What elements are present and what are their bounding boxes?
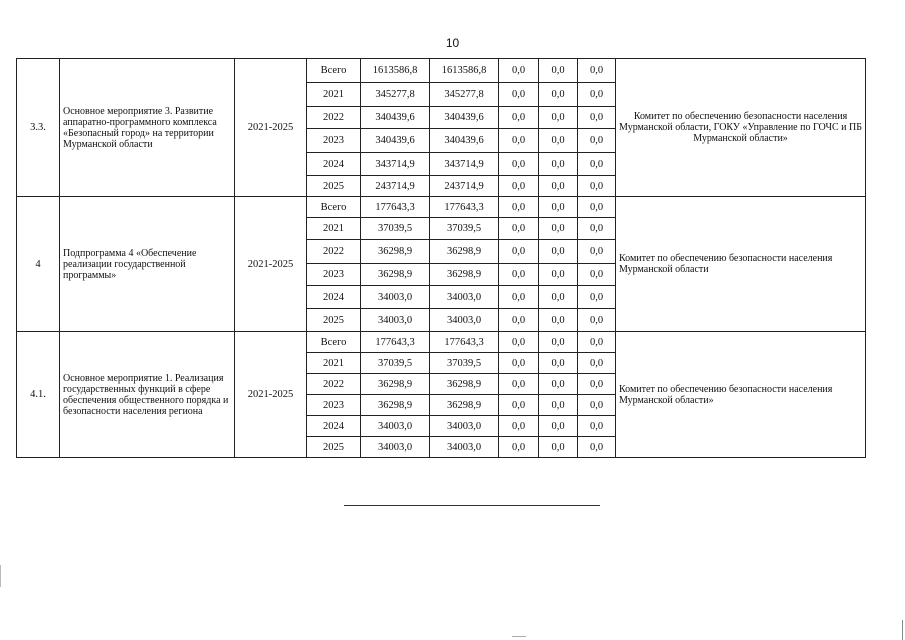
other-sources-cell: 0,0 [578,240,616,264]
local-budget-cell: 0,0 [539,197,578,218]
row-period: 2021-2025 [235,332,307,458]
other-sources-cell: 0,0 [578,218,616,240]
local-budget-cell: 0,0 [539,286,578,309]
row-number: 4 [17,197,60,332]
regional-budget-cell: 37039,5 [430,353,499,374]
local-budget-cell: 0,0 [539,264,578,286]
local-budget-cell: 0,0 [539,153,578,176]
local-budget-cell: 0,0 [539,129,578,153]
total-value-cell: 34003,0 [361,286,430,309]
other-sources-cell: 0,0 [578,59,616,83]
regional-budget-cell: 34003,0 [430,286,499,309]
year-cell: 2022 [307,107,361,129]
year-cell: Всего [307,59,361,83]
other-sources-cell: 0,0 [578,153,616,176]
regional-budget-cell: 36298,9 [430,264,499,286]
year-cell: 2023 [307,264,361,286]
federal-budget-cell: 0,0 [499,309,539,332]
total-value-cell: 36298,9 [361,240,430,264]
local-budget-cell: 0,0 [539,83,578,107]
other-sources-cell: 0,0 [578,309,616,332]
federal-budget-cell: 0,0 [499,59,539,83]
other-sources-cell: 0,0 [578,129,616,153]
total-value-cell: 1613586,8 [361,59,430,83]
year-cell: 2021 [307,218,361,240]
federal-budget-cell: 0,0 [499,395,539,416]
year-cell: 2024 [307,416,361,437]
year-cell: 2021 [307,353,361,374]
local-budget-cell: 0,0 [539,240,578,264]
local-budget-cell: 0,0 [539,437,578,458]
year-cell: 2021 [307,83,361,107]
total-value-cell: 177643,3 [361,332,430,353]
total-value-cell: 345277,8 [361,83,430,107]
total-value-cell: 36298,9 [361,264,430,286]
federal-budget-cell: 0,0 [499,353,539,374]
regional-budget-cell: 36298,9 [430,374,499,395]
local-budget-cell: 0,0 [539,59,578,83]
other-sources-cell: 0,0 [578,176,616,197]
regional-budget-cell: 36298,9 [430,395,499,416]
local-budget-cell: 0,0 [539,395,578,416]
scan-edge-mark [512,636,526,637]
regional-budget-cell: 340439,6 [430,107,499,129]
year-cell: 2025 [307,176,361,197]
regional-budget-cell: 34003,0 [430,309,499,332]
total-value-cell: 243714,9 [361,176,430,197]
federal-budget-cell: 0,0 [499,83,539,107]
local-budget-cell: 0,0 [539,416,578,437]
year-cell: 2024 [307,286,361,309]
regional-budget-cell: 36298,9 [430,240,499,264]
total-value-cell: 37039,5 [361,218,430,240]
local-budget-cell: 0,0 [539,374,578,395]
local-budget-cell: 0,0 [539,353,578,374]
regional-budget-cell: 34003,0 [430,416,499,437]
local-budget-cell: 0,0 [539,309,578,332]
regional-budget-cell: 340439,6 [430,129,499,153]
year-cell: 2022 [307,240,361,264]
total-value-cell: 177643,3 [361,197,430,218]
federal-budget-cell: 0,0 [499,332,539,353]
program-table [16,58,866,458]
other-sources-cell: 0,0 [578,437,616,458]
table-row [17,59,866,83]
local-budget-cell: 0,0 [539,332,578,353]
table-row [17,197,866,218]
table-row [17,332,866,353]
local-budget-cell: 0,0 [539,107,578,129]
local-budget-cell: 0,0 [539,176,578,197]
regional-budget-cell: 177643,3 [430,197,499,218]
federal-budget-cell: 0,0 [499,374,539,395]
federal-budget-cell: 0,0 [499,240,539,264]
total-value-cell: 34003,0 [361,416,430,437]
federal-budget-cell: 0,0 [499,416,539,437]
federal-budget-cell: 0,0 [499,264,539,286]
other-sources-cell: 0,0 [578,416,616,437]
other-sources-cell: 0,0 [578,83,616,107]
year-cell: Всего [307,332,361,353]
scan-edge-mark [902,620,903,640]
local-budget-cell: 0,0 [539,218,578,240]
regional-budget-cell: 343714,9 [430,153,499,176]
end-divider-line [344,505,600,506]
total-value-cell: 36298,9 [361,395,430,416]
regional-budget-cell: 37039,5 [430,218,499,240]
regional-budget-cell: 1613586,8 [430,59,499,83]
row-number: 4.1. [17,332,60,458]
year-cell: 2025 [307,309,361,332]
row-name: Основное мероприятие 1. Реализация государственных функций в сфере обеспечения общественного порядка и безопасности населения региона [60,332,235,458]
federal-budget-cell: 0,0 [499,176,539,197]
regional-budget-cell: 345277,8 [430,83,499,107]
row-executor: Комитет по обеспечению безопасности населения Мурманской области [616,197,866,332]
scan-edge-mark [0,565,1,587]
row-executor: Комитет по обеспечению безопасности населения Мурманской области» [616,332,866,458]
total-value-cell: 343714,9 [361,153,430,176]
year-cell: 2024 [307,153,361,176]
federal-budget-cell: 0,0 [499,286,539,309]
federal-budget-cell: 0,0 [499,218,539,240]
row-executor: Комитет по обеспечению безопасности населения Мурманской области, ГОКУ «Управление по ГОЧС и ПБ Мурманской области» [616,59,866,197]
year-cell: 2022 [307,374,361,395]
other-sources-cell: 0,0 [578,395,616,416]
other-sources-cell: 0,0 [578,107,616,129]
row-number: 3.3. [17,59,60,197]
other-sources-cell: 0,0 [578,264,616,286]
row-name: Основное мероприятие 3. Развитие аппаратно-программного комплекса «Безопасный город» на территории Мурманской области [60,59,235,197]
regional-budget-cell: 243714,9 [430,176,499,197]
row-period: 2021-2025 [235,59,307,197]
federal-budget-cell: 0,0 [499,437,539,458]
year-cell: 2023 [307,395,361,416]
total-value-cell: 34003,0 [361,437,430,458]
total-value-cell: 340439,6 [361,107,430,129]
total-value-cell: 34003,0 [361,309,430,332]
year-cell: 2023 [307,129,361,153]
regional-budget-cell: 177643,3 [430,332,499,353]
federal-budget-cell: 0,0 [499,197,539,218]
other-sources-cell: 0,0 [578,286,616,309]
other-sources-cell: 0,0 [578,332,616,353]
row-period: 2021-2025 [235,197,307,332]
other-sources-cell: 0,0 [578,353,616,374]
federal-budget-cell: 0,0 [499,107,539,129]
year-cell: 2025 [307,437,361,458]
row-name: Подпрограмма 4 «Обеспечение реализации государственной программы» [60,197,235,332]
year-cell: Всего [307,197,361,218]
total-value-cell: 340439,6 [361,129,430,153]
page-number: 10 [445,36,460,50]
other-sources-cell: 0,0 [578,374,616,395]
total-value-cell: 37039,5 [361,353,430,374]
federal-budget-cell: 0,0 [499,153,539,176]
regional-budget-cell: 34003,0 [430,437,499,458]
total-value-cell: 36298,9 [361,374,430,395]
federal-budget-cell: 0,0 [499,129,539,153]
other-sources-cell: 0,0 [578,197,616,218]
